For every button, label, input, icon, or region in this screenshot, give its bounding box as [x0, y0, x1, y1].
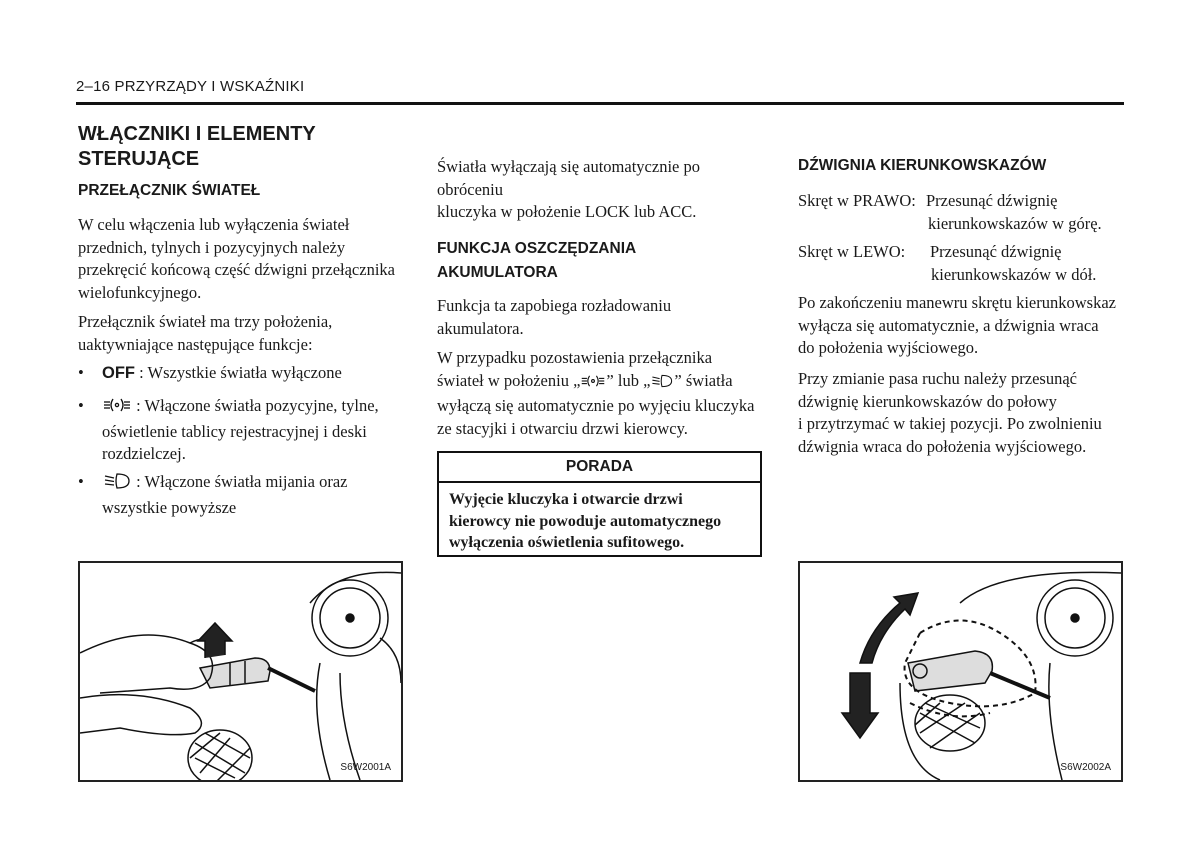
parking-light-icon [580, 373, 606, 396]
figure-turn-signal [798, 561, 1123, 782]
para-line: przednich, tylnych i pozycyjnych należy [78, 237, 346, 257]
para-line: W przypadku pozostawienia przełącznika [437, 348, 713, 367]
figure-light-switch [78, 561, 403, 782]
lane-change-para [798, 368, 1128, 458]
turn-right-text2: kierunkowskazów w górę. [928, 213, 1102, 233]
light-switch-illustration [80, 563, 401, 780]
para-line: do położenia wyjściowego. [798, 338, 979, 357]
battery-saver-para2 [437, 347, 767, 440]
para-line-with-icons [437, 370, 767, 396]
battery-saver-heading-line1: FUNKCJA OSZCZĘDZANIA [437, 240, 637, 257]
bullet-2-marker: • [78, 396, 84, 415]
section-title-line2: STERUJĄCE [78, 148, 200, 170]
bullet-3-text-line2: wszystkie powyższe [102, 497, 237, 517]
battery-saver-heading-line2: AKUMULATORA [437, 264, 558, 281]
bullet-3-marker: • [78, 472, 84, 491]
para-line: dźwignię kierunkowskazów do połowy [798, 391, 1057, 411]
bullet-2-text-line1: : Włączone światła pozycyjne, tylne, [132, 396, 379, 415]
bullet-2 [102, 395, 402, 466]
note-line: wyłączenia oświetlenia sufitowego. [449, 534, 685, 551]
auto-off-para [437, 156, 767, 224]
off-label: OFF [102, 364, 135, 382]
para-fragment: ” lub „ [606, 370, 651, 390]
para-line: wielofunkcyjnego. [78, 282, 202, 302]
low-beam-icon [102, 472, 132, 497]
bullet-2-text-line3: rozdzielczej. [102, 444, 186, 463]
light-switch-intro [78, 214, 408, 304]
figure-caption: S6W2002A [1060, 762, 1111, 773]
para-line: uaktywniające następujące funkcje: [78, 334, 313, 354]
turn-signal-heading: DŹWIGNIA KIERUNKOWSKAZÓW [798, 157, 1047, 174]
low-beam-icon [650, 373, 674, 396]
para-line: dźwignia wraca do położenia wyjściowego. [798, 436, 1087, 456]
header-rule [76, 102, 1124, 105]
turn-cancel-para [798, 292, 1128, 360]
turn-left-row [798, 241, 1128, 284]
para-line: wyłączą się automatycznie po wyjęciu kluczyka [437, 396, 755, 415]
bullet-2-text-line2: oświetlenie tablicy rejestracyjnej i deski [102, 421, 367, 441]
para-line: Przy zmianie pasa ruchu należy przesunąć [798, 369, 1077, 388]
bullet-1 [102, 362, 402, 385]
note-header: PORADA [439, 453, 760, 483]
light-switch-heading: PRZEŁĄCZNIK ŚWIATEŁ [78, 182, 261, 199]
para-line: Przełącznik świateł ma trzy położenia, [78, 312, 333, 331]
bullet-3 [102, 471, 402, 519]
bullet-3-text-line1: : Włączone światła mijania oraz [132, 472, 348, 491]
para-fragment: świateł w położeniu „ [437, 370, 581, 390]
section-title [78, 122, 316, 172]
para-line: i przytrzymać w takiej pozycji. Po zwolnieniu [798, 414, 1102, 433]
bullet-1-text: : Wszystkie światła wyłączone [135, 363, 342, 382]
turn-left-text1: Przesunąć dźwignię [930, 242, 1062, 261]
para-line: Światła wyłączają się automatycznie po obróceniu [437, 157, 700, 199]
para-line: Funkcja ta zapobiega rozładowaniu [437, 296, 672, 315]
parking-light-icon [102, 396, 132, 421]
turn-left-label: Skręt w LEWO: [798, 242, 906, 261]
para-line: ze stacyjki i otwarciu drzwi kierowcy. [437, 418, 688, 438]
bullet-1-marker: • [78, 363, 84, 382]
note-line: kierowcy nie powoduje automatycznego [449, 512, 722, 530]
note-box [437, 451, 762, 557]
turn-left-text2: kierunkowskazów w dół. [931, 264, 1097, 284]
battery-saver-heading [437, 237, 636, 285]
light-switch-positions [78, 311, 408, 356]
turn-right-text1: Przesunąć dźwignię [926, 191, 1058, 210]
turn-signal-illustration [800, 563, 1121, 780]
para-fragment: ” światła [674, 370, 733, 390]
para-line: akumulatora. [437, 318, 524, 338]
para-line: przekręcić końcową część dźwigni przełącznika [78, 260, 395, 279]
figure-caption: S6W2001A [340, 762, 391, 773]
turn-right-label: Skręt w PRAWO: [798, 191, 916, 210]
para-line: W celu włączenia lub wyłączenia świateł [78, 215, 350, 234]
note-line: Wyjęcie kluczyka i otwarcie drzwi [449, 491, 683, 508]
turn-right-row [798, 190, 1128, 233]
para-line: Po zakończeniu manewru skrętu kierunkowskaz [798, 293, 1116, 312]
para-line: wyłącza się automatycznie, a dźwignia wraca [798, 315, 1099, 335]
para-line: kluczyka w położenie LOCK lub ACC. [437, 202, 697, 221]
page-header: 2–16 PRZYRZĄDY I WSKAŹNIKI [76, 78, 305, 95]
section-title-line1: WŁĄCZNIKI I ELEMENTY [78, 123, 316, 145]
note-body [439, 483, 760, 554]
battery-saver-para [437, 295, 767, 340]
